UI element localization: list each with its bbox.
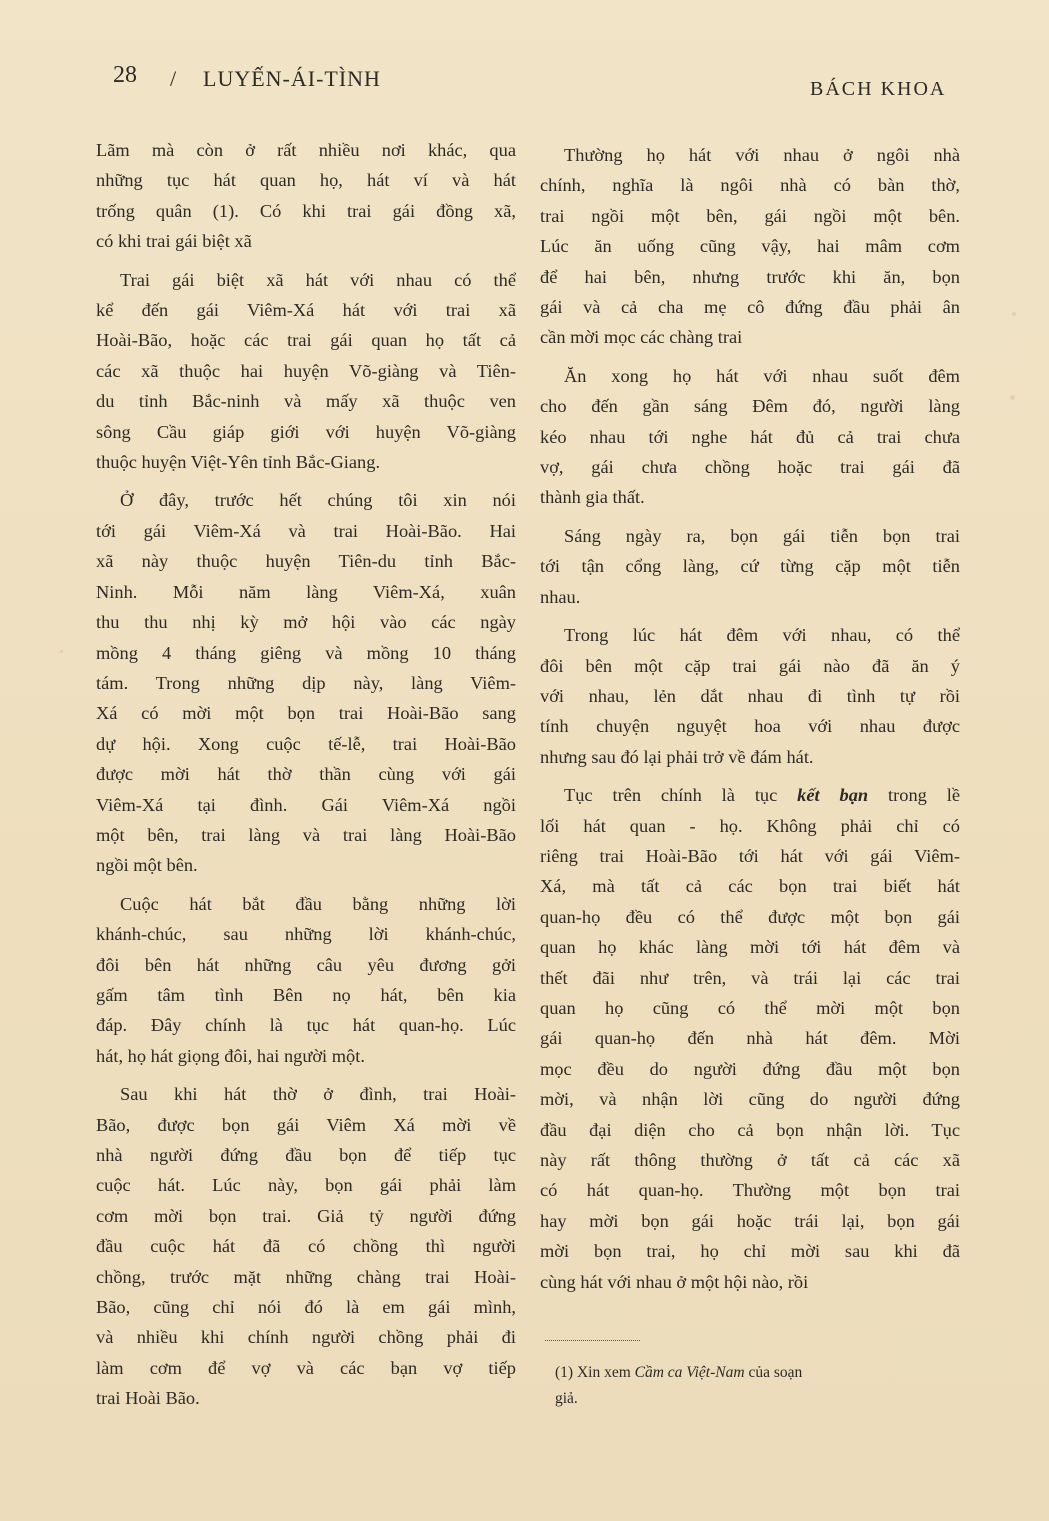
text-line: Hoài-Bão, hoặc các trai gái quan họ tất cả	[96, 330, 516, 351]
paragraph	[96, 1079, 516, 1413]
text-line: các xã thuộc hai huyện Võ-giàng và Tiên-	[96, 360, 516, 381]
text-line: trai Hoài Bão.	[96, 1388, 200, 1409]
text-line: gái quan-họ đến nhà hát đêm. Mời	[540, 1028, 960, 1049]
text-line: Xá có mời một bọn trai Hoài-Bão sang	[96, 703, 516, 724]
text-line: nhau.	[540, 586, 581, 607]
text-line: cần mời mọc các chàng trai	[540, 327, 743, 348]
text-line: kéo nhau tới nghe hát đủ cả trai chưa	[540, 426, 960, 447]
text-line: Lúc ăn uống cũng vậy, hai mâm cơm	[540, 236, 960, 257]
footnote-book-title: Cầm ca Việt-Nam	[634, 1364, 745, 1381]
text-line: cơm mời bọn trai. Giả tỷ người đứng	[96, 1205, 516, 1226]
text-line: Bão, cũng chỉ nói đó là em gái mình,	[96, 1297, 516, 1318]
text-line: cho đến gần sáng Đêm đó, người làng	[540, 396, 960, 417]
header-separator: /	[170, 66, 177, 91]
text-line: gấm tâm tình Bên nọ hát, bên kia	[96, 984, 516, 1005]
text-line: thu thu nhị kỳ mở hội vào các ngày	[96, 612, 516, 633]
paragraph	[540, 140, 960, 353]
text-line: cuộc hát. Lúc này, bọn gái phải làm	[96, 1175, 516, 1196]
text-line: đôi bên hát những câu yêu đương gởi	[96, 954, 516, 975]
text-line: quan họ khác làng mời tới hát đêm và	[540, 937, 960, 958]
text-line: quan họ cũng có thể mời một bọn	[540, 997, 960, 1018]
paper-spot	[60, 650, 63, 653]
text-line: sông Cầu giáp giới với huyện Võ-giàng	[96, 421, 516, 442]
text-line: xã này thuộc huyện Tiên-du tỉnh Bắc-	[96, 551, 516, 572]
page-number: 28	[113, 62, 137, 88]
paragraph	[96, 265, 516, 478]
paper-spot	[1010, 395, 1015, 400]
text-line: và nhiều khi chính người chồng phải đi	[96, 1327, 516, 1348]
text-line: Ninh. Mỗi năm làng Viêm-Xá, xuân	[96, 581, 516, 602]
text-line: thành gia thất.	[540, 487, 645, 508]
text-line: Trai gái biệt xã hát với nhau có thể	[120, 269, 516, 290]
text-line: có hát quan-họ. Thường một bọn trai	[540, 1180, 960, 1201]
text-line: đôi bên một cặp trai gái nào đã ăn ý	[540, 655, 960, 676]
paragraph	[540, 361, 960, 513]
text-line: lối hát quan - họ. Không phải chỉ có	[540, 815, 960, 836]
text-line: Ở đây, trước hết chúng tôi xin nói	[120, 490, 516, 511]
footnote	[555, 1360, 955, 1412]
text-line: kể đến gái Viêm-Xá hát với trai xã	[96, 300, 516, 321]
paragraph	[96, 135, 516, 257]
text-line: mời bọn trai, họ chỉ mời sau khi đã	[540, 1241, 960, 1262]
text-line: thuộc huyện Việt-Yên tỉnh Bắc-Giang.	[96, 452, 381, 473]
magazine-name: BÁCH KHOA	[810, 78, 947, 100]
text-line: để hai bên, nhưng trước khi ăn, bọn	[540, 266, 960, 287]
text-line: tính chuyện nguyệt hoa với nhau được	[540, 716, 960, 737]
text-line: tới tận cổng làng, cứ từng cặp một tiễn	[540, 556, 960, 577]
text-line: đầu cuộc hát đã có chồng thì người	[96, 1236, 516, 1257]
text-line: tới gái Viêm-Xá và trai Hoài-Bão. Hai	[96, 520, 516, 541]
paragraph	[96, 889, 516, 1071]
text-line: một bên, trai làng và trai làng Hoài-Bão	[96, 824, 516, 845]
text-line: Lãm mà còn ở rất nhiều nơi khác, qua	[96, 140, 516, 160]
right-column	[540, 140, 960, 1305]
text-line: Sáng ngày ra, bọn gái tiễn bọn trai	[564, 525, 960, 546]
text-line: Viêm-Xá tại đình. Gái Viêm-Xá ngồi	[96, 794, 516, 815]
left-column	[96, 135, 516, 1422]
text-line: nhưng sau đó lại phải trở về đám hát.	[540, 746, 814, 767]
text-line: được mời hát thờ thần cùng với gái	[96, 764, 516, 785]
text-line: quan-họ đều có thể được một bọn gái	[540, 906, 960, 927]
footnote-mark: (1)	[555, 1364, 574, 1381]
text-line: Cuộc hát bắt đầu bằng những lời	[120, 893, 516, 914]
text-line: Bão, được bọn gái Viêm Xá mời về	[96, 1114, 516, 1135]
paragraph	[540, 521, 960, 612]
text-line: làm cơm để vợ và các bạn vợ tiếp	[96, 1357, 516, 1378]
text-line: này rất thông thường ở tất cả các xã	[540, 1150, 960, 1170]
text-line: đầu đại diện cho cả bọn nhận lời. Tục	[540, 1119, 960, 1140]
running-title: LUYẾN-ÁI-TÌNH	[203, 66, 381, 91]
text-line: những tục hát quan họ, hát ví và hát	[96, 170, 516, 191]
text-line: có khi trai gái biệt xã	[96, 231, 252, 252]
paragraph	[96, 485, 516, 880]
text-line: trai ngồi một bên, gái ngồi một bên.	[540, 205, 960, 226]
text-line: chính, nghĩa là ngôi nhà có bàn thờ,	[540, 175, 960, 196]
text-line: du tỉnh Bắc-ninh và mấy xã thuộc ven	[96, 391, 516, 412]
text-line: với nhau, lẻn dắt nhau đi tình tự rồi	[540, 685, 960, 706]
paragraph	[540, 620, 960, 772]
text-line: Sau khi hát thờ ở đình, trai Hoài-	[120, 1084, 516, 1105]
text-line: mồng 4 tháng giêng và mồng 10 tháng	[96, 642, 516, 663]
text-line: dự hội. Xong cuộc tế-lễ, trai Hoài-Bão	[96, 733, 516, 754]
text-line: Trong lúc hát đêm với nhau, có thể	[564, 625, 960, 646]
text-line: chồng, trước mặt những chàng trai Hoài-	[96, 1266, 516, 1287]
text-line: vợ, gái chưa chồng hoặc trai gái đã	[540, 457, 960, 478]
paragraph	[540, 780, 960, 1297]
text-line: Ăn xong họ hát với nhau suốt đêm	[564, 365, 960, 386]
text-line: ngồi một bên.	[96, 855, 198, 876]
text-line: hay mời bọn gái hoặc trái lại, bọn gái	[540, 1210, 960, 1231]
text-line: khánh-chúc, sau những lời khánh-chúc,	[96, 924, 516, 945]
text-line: nhà người đứng đầu bọn để tiếp tục	[96, 1145, 516, 1165]
text-line: Thường họ hát với nhau ở ngôi nhà	[564, 145, 960, 165]
text-line: riêng trai Hoài-Bão tới hát với gái Viêm-	[540, 845, 960, 866]
text-line: Xá, mà tất cả các bọn trai biết hát	[540, 876, 960, 897]
footnote-prefix: Xin xem	[576, 1364, 631, 1381]
footnote-suffix: của soạn	[748, 1364, 803, 1381]
emphasized-term: kết bạn	[797, 785, 869, 806]
text-line: thết đãi như trên, và trái lại các trai	[540, 967, 960, 988]
text-line: tám. Trong những dịp này, làng Viêm-	[96, 672, 516, 693]
text-line: mời, và nhận lời cũng do người đứng	[540, 1089, 960, 1110]
footnote-suffix-2: giả.	[555, 1390, 578, 1407]
text-line: Tục trên chính là tục kết bạn trong lề	[564, 785, 960, 806]
text-line: gái và cả cha mẹ cô đứng đầu phải ân	[540, 297, 960, 318]
text-line: cùng hát với nhau ở một hội nào, rồi	[540, 1271, 809, 1292]
text-line: hát, họ hát giọng đôi, hai người một.	[96, 1045, 365, 1066]
footnote-divider	[545, 1340, 640, 1341]
text-line: trống quân (1). Có khi trai gái đồng xã,	[96, 200, 516, 221]
paper-spot	[1012, 312, 1016, 316]
text-line: đáp. Đây chính là tục hát quan-họ. Lúc	[96, 1015, 516, 1036]
text-line: mọc đều do người đứng đầu một bọn	[540, 1058, 960, 1079]
